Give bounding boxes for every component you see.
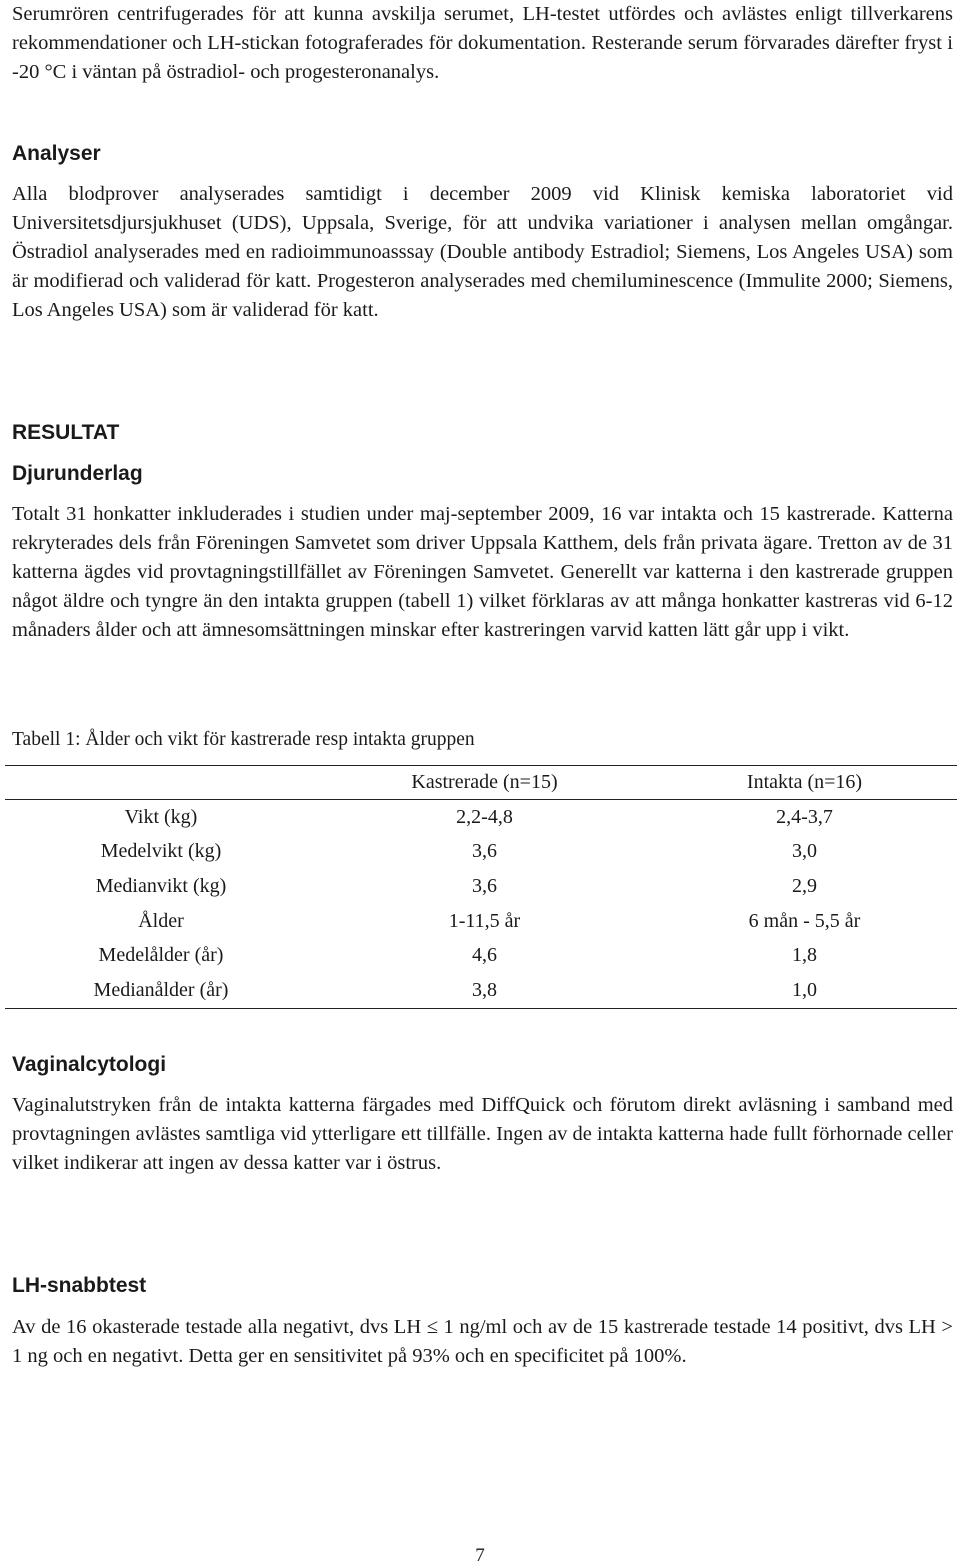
table-cell: Medianålder (år) [5,973,317,1008]
table-row [5,835,957,870]
table-cell: 3,6 [472,840,497,863]
table-cell: 4,6 [472,944,497,967]
lh-snabbtest-heading: LH-snabbtest [12,1274,147,1297]
table-cell: 6 mån - 5,5 år [748,909,861,932]
table-row [5,973,957,1008]
table-header-cell [5,766,317,800]
table-cell: 3,6 [472,874,497,897]
analyser-paragraph: Alla blodprover analyserades samtidigt i december 2009 vid Klinisk kemiska laboratoriet vid Universitetsdjursjukhuset (UDS), Uppsala, Sverige, för att undvika variationer i analysen mellan omgångar. Östradiol analyserades med en radioimmunoasssay (Double antibody Estradiol; Siemens, Los Angeles USA) som är modifierad och validerad för katt. Progesteron analyserades med chemiluminescence (Immulite 2000; Siemens, Los Angeles USA) som är validerad för katt. [12,183,953,321]
table-cell: 2,9 [792,874,817,897]
table-row [5,800,957,835]
vaginalcytologi-paragraph: Vaginalutstryken från de intakta katterna färgades med DiffQuick och förutom direkt avläsning i samband med provtagningen avlästes samtliga vid ytterligare ett tillfälle. Ingen av de intakta katterna hade fullt förhornade celler vilket indikerar att ingen av dessa katter var i östrus. [12,1094,953,1174]
resultat-heading: RESULTAT [12,421,120,444]
table-header-row [5,766,957,800]
table-cell: Ålder [138,909,184,932]
table-cell: 1,0 [652,973,957,1008]
table-row [5,904,957,939]
results-table [5,765,957,1009]
djurunderlag-heading: Djurunderlag [12,462,143,485]
vaginalcytologi-heading: Vaginalcytologi [12,1053,167,1076]
table-row [5,869,957,904]
table-cell: 1,8 [792,944,817,967]
table-cell: 3,8 [317,973,652,1008]
table-cell: Medelålder (år) [98,944,224,967]
table-header-cell: Kastrerade (n=15) [317,766,652,800]
table-cell: Medelvikt (kg) [100,840,222,863]
table-cell: 1-11,5 år [448,909,521,932]
table-cell: 2,2-4,8 [456,805,513,828]
djurunderlag-paragraph: Totalt 31 honkatter inkluderades i studien under maj-september 2009, 16 var intakta och 15 kastrerade. Katterna rekryterades dels från Föreningen Samvetet som driver Uppsala Katthem, dels från privata ägare. Tretton av de 31 katterna ägdes vid provtagningstillfället av Föreningen Samvetet. Generellt var katterna i den kastrerade gruppen något äldre och tyngre än den intakta gruppen (tabell 1) vilket förklaras av att många honkatter kastreras vid 6-12 månaders ålder och att ämnesomsättningen minskar efter kastreringen varvid katten lätt går upp i vikt. [12,503,953,641]
page-number: 7 [475,1545,485,1566]
intro-paragraph: Serumrören centrifugerades för att kunna avskilja serumet, LH-testet utfördes och avlästes enligt tillverkarens rekommendationer och LH-stickan fotograferades för dokumentation. Resterande serum förvarades därefter fryst i -20 °C i väntan på östradiol- och progesteronanalys. [12,3,953,83]
table-row [5,938,957,973]
table-cell: 2,4-3,7 [776,805,833,828]
lh-snabbtest-paragraph: Av de 16 okasterade testade alla negativt, dvs LH ≤ 1 ng/ml och av de 15 kastrerade testade 14 positivt, dvs LH > 1 ng och en negativt. Detta ger en sensitivitet på 93% och en specificitet på 100%. [12,1316,953,1367]
table-header-cell: Intakta (n=16) [652,766,957,800]
table-caption: Tabell 1: Ålder och vikt för kastrerade resp intakta gruppen [12,729,475,750]
table-cell: Medianvikt (kg) [95,874,227,897]
analyser-heading: Analyser [12,142,101,165]
table-cell: 3,0 [792,840,817,863]
table-cell: Vikt (kg) [124,805,198,828]
